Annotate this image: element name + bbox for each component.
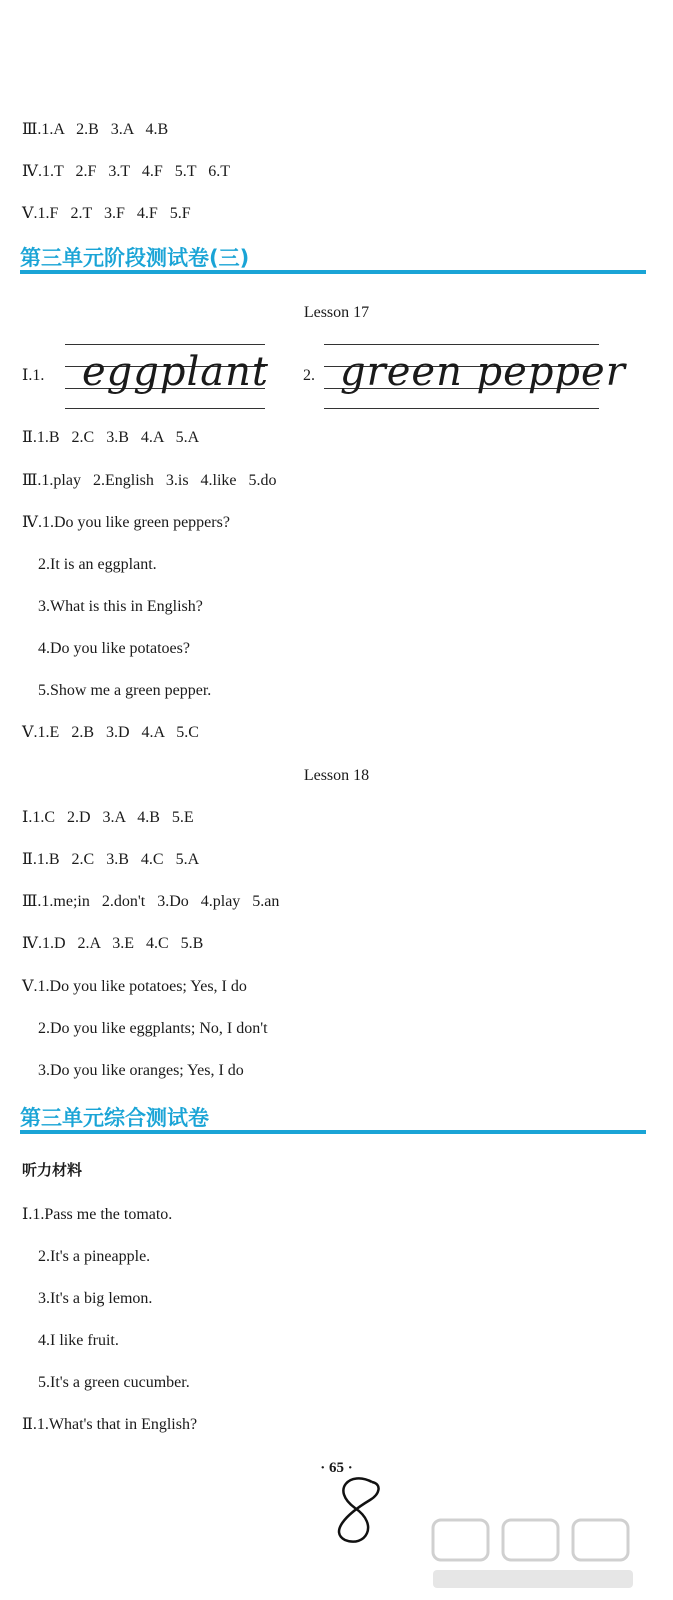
answer-line: 5.Show me a green pepper. bbox=[22, 682, 212, 699]
answer-line: Ⅴ.1.F 2.T 3.F 4.F 5.F bbox=[22, 205, 191, 222]
answer-line: 2.Do you like eggplants; No, I don't bbox=[22, 1020, 268, 1037]
answer-line: Ⅳ.1.D 2.A 3.E 4.C 5.B bbox=[22, 935, 204, 952]
transcript-line: 2.It's a pineapple. bbox=[22, 1248, 151, 1265]
handwritten-word: green pepper bbox=[340, 349, 626, 395]
answer-line: Ⅴ.1.E 2.B 3.D 4.A 5.C bbox=[22, 724, 199, 741]
page-number: · 65 · bbox=[320, 1460, 353, 1476]
answer-line: Ⅲ.1.A 2.B 3.A 4.B bbox=[22, 121, 169, 138]
handwritten-mark-icon bbox=[320, 1470, 390, 1550]
subheading: 听力材料 bbox=[22, 1161, 83, 1179]
handwritten-word: eggplant bbox=[82, 349, 269, 395]
section-rule bbox=[20, 270, 646, 274]
handwriting-label: Ⅰ.1. bbox=[22, 367, 45, 384]
answer-line: Ⅱ.1.B 2.C 3.B 4.A 5.A bbox=[22, 429, 200, 446]
lesson-title: Lesson 17 bbox=[303, 304, 370, 321]
answer-line: Ⅳ.1.Do you like green peppers? bbox=[22, 514, 230, 531]
writing-guide-line bbox=[65, 344, 265, 345]
section-banner: 第三单元阶段测试卷(三) bbox=[20, 246, 250, 270]
section-banner: 第三单元综合测试卷 bbox=[20, 1106, 209, 1130]
answer-line: 2.It is an eggplant. bbox=[22, 556, 157, 573]
transcript-line: 3.It's a big lemon. bbox=[22, 1290, 153, 1307]
answer-line: 3.What is this in English? bbox=[22, 598, 203, 615]
answer-line: Ⅲ.1.me;in 2.don't 3.Do 4.play 5.an bbox=[22, 893, 280, 910]
answer-line: Ⅰ.1.C 2.D 3.A 4.B 5.E bbox=[22, 809, 194, 826]
section-rule bbox=[20, 1130, 646, 1134]
answer-line: Ⅴ.1.Do you like potatoes; Yes, I do bbox=[22, 978, 247, 995]
answer-line: Ⅱ.1.B 2.C 3.B 4.C 5.A bbox=[22, 851, 200, 868]
writing-guide-line bbox=[65, 408, 265, 409]
transcript-line: 4.I like fruit. bbox=[22, 1332, 119, 1349]
transcript-line: Ⅱ.1.What's that in English? bbox=[22, 1416, 198, 1433]
transcript-line: 5.It's a green cucumber. bbox=[22, 1374, 190, 1391]
handwriting-label: 2. bbox=[303, 367, 315, 384]
watermark-logo-icon bbox=[423, 1515, 663, 1595]
lesson-title: Lesson 18 bbox=[303, 767, 370, 784]
writing-guide-line bbox=[324, 344, 599, 345]
answer-line: 3.Do you like oranges; Yes, I do bbox=[22, 1062, 244, 1079]
transcript-line: Ⅰ.1.Pass me the tomato. bbox=[22, 1206, 173, 1223]
answer-line: Ⅳ.1.T 2.F 3.T 4.F 5.T 6.T bbox=[22, 163, 231, 180]
writing-guide-line bbox=[324, 408, 599, 409]
answer-line: Ⅲ.1.play 2.English 3.is 4.like 5.do bbox=[22, 472, 277, 489]
answer-line: 4.Do you like potatoes? bbox=[22, 640, 190, 657]
